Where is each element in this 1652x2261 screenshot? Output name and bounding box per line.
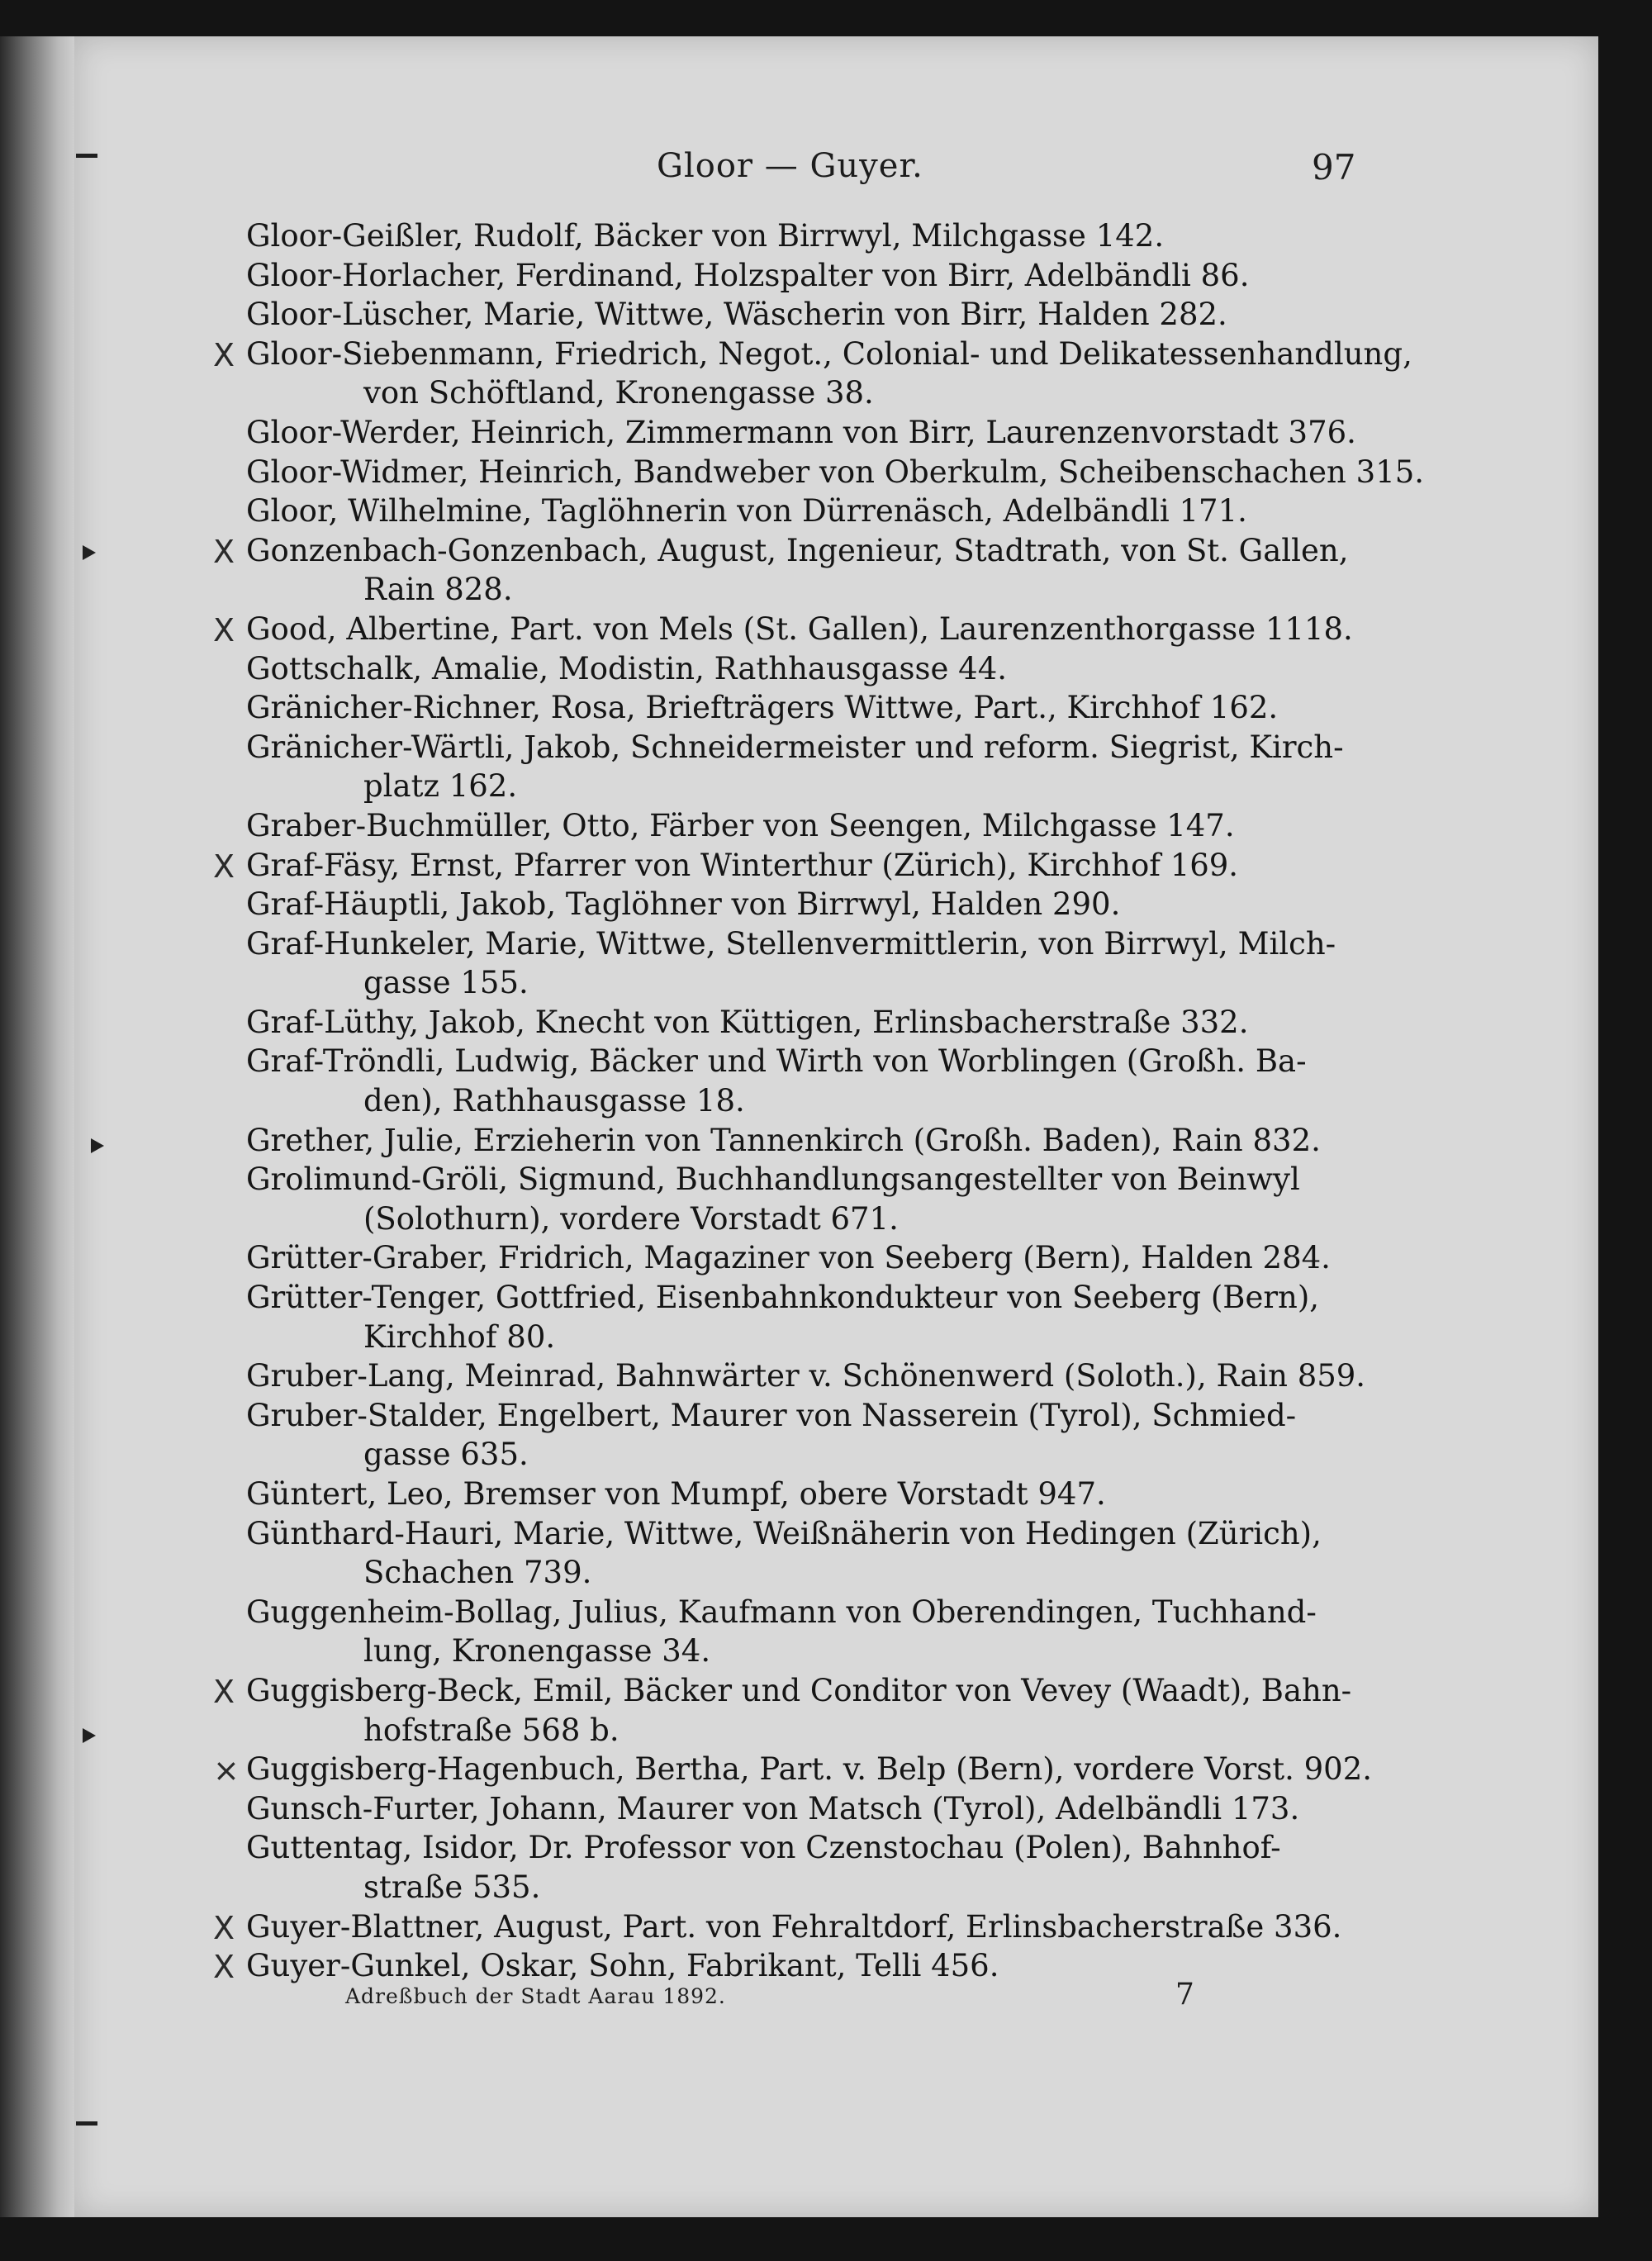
entry-line	[0, 1278, 1652, 1318]
entry-line	[0, 453, 1652, 492]
entry-text: Güntert, Leo, Bremser von Mumpf, obere Vorstadt 947.	[246, 1476, 1106, 1512]
entry-line	[0, 1789, 1652, 1829]
entry-text: Gruber-Lang, Meinrad, Bahnwärter v. Schönenwerd (Soloth.), Rain 859.	[246, 1358, 1366, 1394]
entry-line	[0, 1356, 1652, 1396]
entry-line	[0, 1671, 1652, 1711]
entry-text: Gloor-Widmer, Heinrich, Bandweber von Oberkulm, Scheibenschachen 315.	[246, 454, 1425, 490]
margin-check-mark: X	[213, 1909, 235, 1946]
entry-line	[0, 1514, 1652, 1554]
entry-continuation-line	[0, 767, 1652, 806]
running-head: Gloor — Guyer.	[657, 147, 923, 185]
entry-line	[0, 885, 1652, 924]
entry-text: Gottschalk, Amalie, Modistin, Rathhausgasse 44.	[246, 650, 1008, 686]
entry-text: gasse 155.	[363, 965, 529, 1001]
entry-text: Grütter-Graber, Fridrich, Magaziner von Seeberg (Bern), Halden 284.	[246, 1240, 1331, 1276]
page-footer	[0, 1978, 1652, 2026]
entry-text: Gunsch-Furter, Johann, Maurer von Matsch (Tyrol), Adelbändli 173.	[246, 1790, 1300, 1826]
entry-text: von Schöftland, Kronengasse 38.	[363, 375, 874, 411]
entry-line	[0, 1828, 1652, 1868]
entry-text: Gruber-Stalder, Engelbert, Maurer von Nasserein (Tyrol), Schmied-	[246, 1397, 1297, 1433]
entry-line	[0, 256, 1652, 296]
entry-text: den), Rathhausgasse 18.	[363, 1083, 745, 1119]
entry-line	[0, 846, 1652, 886]
entry-line	[0, 335, 1652, 374]
entry-text: Gloor-Lüscher, Marie, Wittwe, Wäscherin von Birr, Halden 282.	[246, 297, 1227, 333]
entry-continuation-line	[0, 1711, 1652, 1750]
entry-line	[0, 610, 1652, 649]
signature-mark: 7	[1175, 1978, 1194, 2012]
entry-continuation-line	[0, 1318, 1652, 1357]
entry-text: platz 162.	[363, 768, 518, 805]
entry-line	[0, 492, 1652, 531]
entry-line	[0, 531, 1652, 571]
entry-text: Grether, Julie, Erzieherin von Tannenkirch (Großh. Baden), Rain 832.	[246, 1122, 1321, 1158]
entry-text: Rain 828.	[363, 572, 513, 608]
entry-text: straße 535.	[363, 1869, 541, 1905]
entry-text: gasse 635.	[363, 1437, 529, 1473]
entry-text: Grolimund-Gröli, Sigmund, Buchhandlungsangestellter von Beinwyl	[246, 1161, 1300, 1198]
entry-line	[0, 1121, 1652, 1161]
entry-continuation-line	[0, 1199, 1652, 1239]
margin-check-mark: ×	[213, 1752, 240, 1789]
entry-text: Graf-Tröndli, Ludwig, Bäcker und Wirth von Worblingen (Großh. Ba-	[246, 1043, 1307, 1080]
entry-text: Gloor-Geißler, Rudolf, Bäcker von Birrwyl, Milchgasse 142.	[246, 218, 1165, 254]
entry-line	[0, 1160, 1652, 1199]
entry-line	[0, 216, 1652, 256]
entry-text: lung, Kronengasse 34.	[363, 1633, 711, 1670]
page-number: 97	[1312, 147, 1356, 188]
entry-text: Gränicher-Richner, Rosa, Briefträgers Wittwe, Part., Kirchhof 162.	[246, 690, 1279, 726]
entry-text: (Solothurn), vordere Vorstadt 671.	[363, 1200, 899, 1237]
entry-text: Guyer-Blattner, August, Part. von Fehraltdorf, Erlinsbacherstraße 336.	[246, 1908, 1342, 1945]
imprint-line: Adreßbuch der Stadt Aarau 1892.	[345, 1984, 726, 2008]
margin-check-mark: X	[213, 1673, 235, 1710]
entry-text: Gloor, Wilhelmine, Taglöhnerin von Dürrenäsch, Adelbändli 171.	[246, 493, 1247, 530]
margin-check-mark: X	[213, 1949, 235, 1986]
entry-line	[0, 413, 1652, 453]
entry-continuation-line	[0, 1553, 1652, 1593]
margin-check-mark: X	[213, 336, 235, 373]
directory-entries	[0, 216, 1652, 1986]
entry-text: Gloor-Siebenmann, Friedrich, Negot., Colonial- und Delikatessenhandlung,	[246, 335, 1412, 372]
entry-continuation-line	[0, 1632, 1652, 1671]
page-header	[0, 147, 1652, 197]
entry-continuation-line	[0, 1435, 1652, 1475]
entry-text: Graf-Lüthy, Jakob, Knecht von Küttigen, Erlinsbacherstraße 332.	[246, 1004, 1249, 1040]
entry-line	[0, 728, 1652, 767]
entry-text: Graf-Häuptli, Jakob, Taglöhner von Birrwyl, Halden 290.	[246, 886, 1121, 923]
entry-line	[0, 1396, 1652, 1436]
entry-text: Guyer-Gunkel, Oskar, Sohn, Fabrikant, Telli 456.	[246, 1948, 999, 1984]
entry-text: Guggisberg-Hagenbuch, Bertha, Part. v. Belp (Bern), vordere Vorst. 902.	[246, 1751, 1373, 1788]
entry-line	[0, 1003, 1652, 1043]
entry-text: Good, Albertine, Part. von Mels (St. Gallen), Laurenzenthorgasse 1118.	[246, 610, 1353, 647]
entry-text: Gränicher-Wärtli, Jakob, Schneidermeister und reform. Siegrist, Kirch-	[246, 729, 1344, 765]
entry-text: Graf-Fäsy, Ernst, Pfarrer von Winterthur (Zürich), Kirchhof 169.	[246, 847, 1239, 883]
entry-line	[0, 1238, 1652, 1278]
entry-continuation-line	[0, 570, 1652, 610]
entry-continuation-line	[0, 1081, 1652, 1121]
entry-line	[0, 806, 1652, 846]
entry-text: Guggisberg-Beck, Emil, Bäcker und Conditor von Vevey (Waadt), Bahn-	[246, 1672, 1352, 1708]
entry-text: Graber-Buchmüller, Otto, Färber von Seengen, Milchgasse 147.	[246, 807, 1235, 843]
entry-text: Gloor-Werder, Heinrich, Zimmermann von Birr, Laurenzenvorstadt 376.	[246, 414, 1356, 450]
entry-continuation-line	[0, 963, 1652, 1003]
margin-check-mark: X	[213, 611, 235, 648]
entry-text: Günthard-Hauri, Marie, Wittwe, Weißnäherin von Hedingen (Zürich),	[246, 1515, 1322, 1551]
margin-check-mark: X	[213, 848, 235, 885]
entry-line	[0, 295, 1652, 335]
entry-line	[0, 924, 1652, 964]
entry-line	[0, 1593, 1652, 1632]
entry-text: hofstraße 568 b.	[363, 1712, 620, 1748]
binding-stitch-mark	[76, 2121, 97, 2126]
entry-text: Guggenheim-Bollag, Julius, Kaufmann von Oberendingen, Tuchhand-	[246, 1594, 1317, 1630]
entry-line	[0, 1750, 1652, 1789]
entry-line	[0, 1907, 1652, 1947]
entry-line	[0, 1042, 1652, 1081]
entry-line	[0, 688, 1652, 728]
entry-continuation-line	[0, 373, 1652, 413]
entry-text: Guttentag, Isidor, Dr. Professor von Czenstochau (Polen), Bahnhof-	[246, 1830, 1281, 1866]
entry-text: Gonzenbach-Gonzenbach, August, Ingenieur, Stadtrath, von St. Gallen,	[246, 532, 1349, 568]
entry-text: Schachen 739.	[363, 1555, 592, 1591]
entry-line	[0, 1475, 1652, 1514]
entry-text: Kirchhof 80.	[363, 1318, 556, 1355]
entry-line	[0, 1946, 1652, 1986]
entry-text: Grütter-Tenger, Gottfried, Eisenbahnkondukteur von Seeberg (Bern),	[246, 1280, 1320, 1316]
entry-text: Graf-Hunkeler, Marie, Wittwe, Stellenvermittlerin, von Birrwyl, Milch-	[246, 925, 1336, 962]
entry-text: Gloor-Horlacher, Ferdinand, Holzspalter von Birr, Adelbändli 86.	[246, 257, 1250, 293]
entry-continuation-line	[0, 1868, 1652, 1907]
margin-check-mark: X	[213, 533, 235, 570]
entry-line	[0, 649, 1652, 689]
